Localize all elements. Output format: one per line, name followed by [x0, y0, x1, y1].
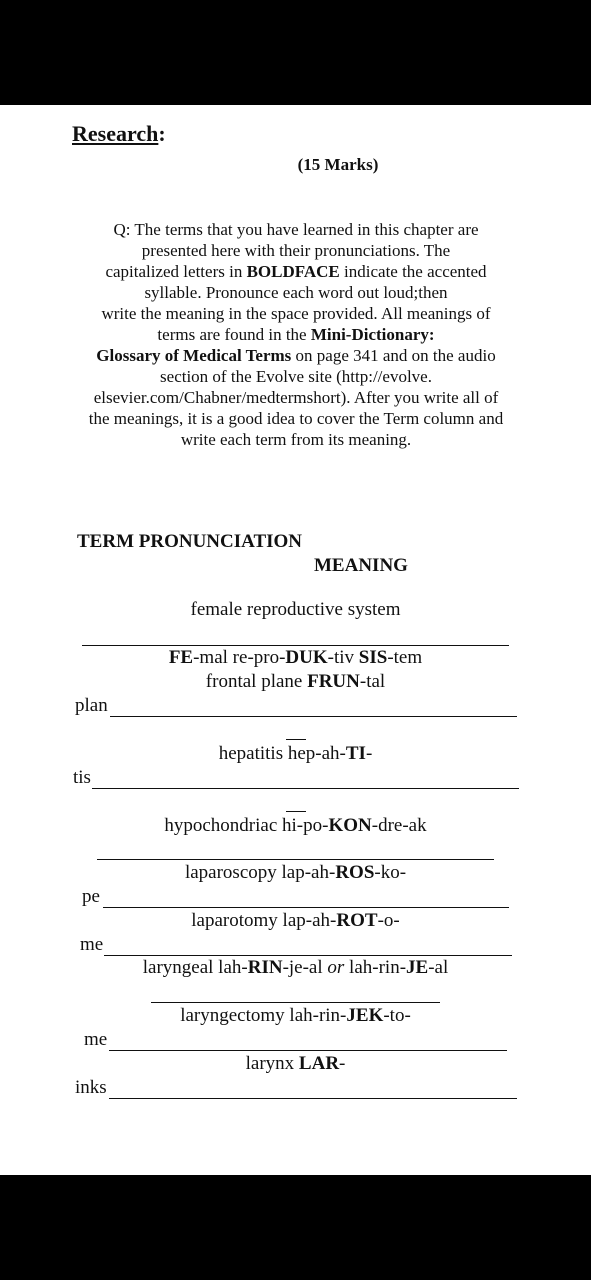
term-frontal-plane	[0, 671, 591, 693]
text-run: section of the Evolve site (http://evolve.	[160, 367, 432, 386]
text-run: on page 341 and on the audio	[291, 346, 496, 365]
wrap-laryngectomy: me	[84, 1029, 108, 1050]
text-run: the meanings, it is a good idea to cover the Term column and	[88, 409, 504, 428]
text-run: presented here with their pronunciations. The	[141, 241, 451, 260]
question-line	[70, 261, 522, 282]
term-laryngeal	[0, 957, 591, 979]
term-larynx	[0, 1053, 591, 1075]
text-run: LAR	[298, 1053, 340, 1074]
text-run: -je-al	[282, 957, 328, 978]
title-text: Research	[72, 121, 159, 146]
text-run: write the meaning in the space provided. All meanings of	[101, 304, 491, 323]
text-run: RIN	[247, 957, 283, 978]
answer-line-laryngectomy	[109, 1050, 507, 1051]
marks-label: (15 Marks)	[297, 155, 379, 174]
term-pronunciation-header: TERM PRONUNCIATION	[77, 531, 303, 552]
text-run: -	[365, 743, 373, 764]
term-laparoscopy	[0, 862, 591, 884]
text-run: Mini-Dictionary:	[310, 325, 435, 344]
text-run: -tiv	[327, 647, 359, 668]
answer-line-hepatitis	[92, 788, 519, 789]
text-run: Glossary of Medical Terms	[96, 346, 292, 365]
text-run: Q: The terms that you have learned in this chapter are	[113, 220, 479, 239]
term-hepatitis	[0, 743, 591, 765]
text-run: write each term from its meaning.	[180, 430, 412, 449]
text-run: -dre-ak	[371, 815, 427, 836]
text-run: KON	[328, 815, 372, 836]
question-line	[70, 387, 522, 408]
answer-line-female-reproductive-system	[82, 645, 509, 646]
text-run: -	[339, 1053, 346, 1074]
text-run: hypochondriac hi-po-	[164, 815, 329, 836]
text-run: TI	[345, 743, 366, 764]
text-run: FRUN	[307, 671, 360, 692]
question-line	[70, 408, 522, 429]
dash-mark	[286, 811, 306, 812]
pronunciation-female-reproductive-system	[0, 647, 591, 669]
text-run: terms are found in the	[157, 325, 311, 344]
text-run: -mal re-pro-	[193, 647, 286, 668]
text-run: laparotomy lap-ah-	[191, 910, 337, 931]
wrap-hepatitis: tis	[73, 767, 91, 788]
text-run: ROS	[335, 862, 375, 883]
dash-mark	[286, 739, 306, 740]
question-paragraph	[70, 219, 522, 450]
answer-line-larynx	[109, 1098, 517, 1099]
text-run: laryngectomy lah-rin-	[180, 1005, 347, 1026]
text-run: capitalized letters in	[105, 262, 247, 281]
text-run: -tal	[359, 671, 386, 692]
answer-line-frontal-plane	[110, 716, 517, 717]
term-laparotomy	[0, 910, 591, 932]
text-run: JE	[406, 957, 429, 978]
text-run: indicate the accented	[339, 262, 487, 281]
text-run: -al	[428, 957, 449, 978]
question-line	[70, 282, 522, 303]
answer-line-hypochondriac	[97, 859, 494, 860]
answer-line-laparotomy	[104, 955, 512, 956]
text-run: laparoscopy lap-ah-	[184, 862, 336, 883]
text-run: DUK	[285, 647, 328, 668]
text-run: FE	[168, 647, 194, 668]
text-run: BOLDFACE	[246, 262, 340, 281]
term-female-reproductive-system: female reproductive system	[190, 599, 401, 620]
text-run: -tem	[387, 647, 423, 668]
term-hypochondriac	[0, 815, 591, 837]
text-run: syllable. Pronounce each word out loud;then	[144, 283, 448, 302]
text-run: SIS	[358, 647, 388, 668]
wrap-larynx: inks	[75, 1077, 107, 1098]
text-run: larynx	[245, 1053, 299, 1074]
top-black-bar	[0, 0, 591, 105]
text-run: or	[327, 957, 345, 978]
document-page	[0, 105, 591, 1175]
text-run: -to-	[383, 1005, 411, 1026]
question-line	[70, 366, 522, 387]
page-title	[72, 121, 166, 147]
text-run: lah-rin-	[344, 957, 407, 978]
text-run: -ko-	[374, 862, 407, 883]
wrap-laparotomy: me	[80, 934, 104, 955]
meaning-header: MEANING	[314, 555, 408, 576]
text-run: -o-	[377, 910, 400, 931]
text-run: frontal plane	[205, 671, 308, 692]
answer-line-laparoscopy	[103, 907, 509, 908]
text-run: JEK	[346, 1005, 384, 1026]
wrap-frontal-plane: plan	[75, 695, 108, 716]
text-run: laryngeal lah-	[142, 957, 248, 978]
text-run: elsevier.com/Chabner/medtermshort). After you write all of	[93, 388, 499, 407]
question-line	[70, 324, 522, 345]
answer-line-laryngeal	[151, 1002, 440, 1003]
question-line	[70, 345, 522, 366]
question-line	[70, 303, 522, 324]
term-laryngectomy	[0, 1005, 591, 1027]
title-colon: :	[158, 121, 166, 146]
question-line	[70, 429, 522, 450]
text-run: ROT	[336, 910, 378, 931]
question-line	[70, 219, 522, 240]
question-line	[70, 240, 522, 261]
wrap-laparoscopy: pe	[82, 886, 100, 907]
bottom-black-bar	[0, 1175, 591, 1280]
text-run: hepatitis hep-ah-	[218, 743, 346, 764]
